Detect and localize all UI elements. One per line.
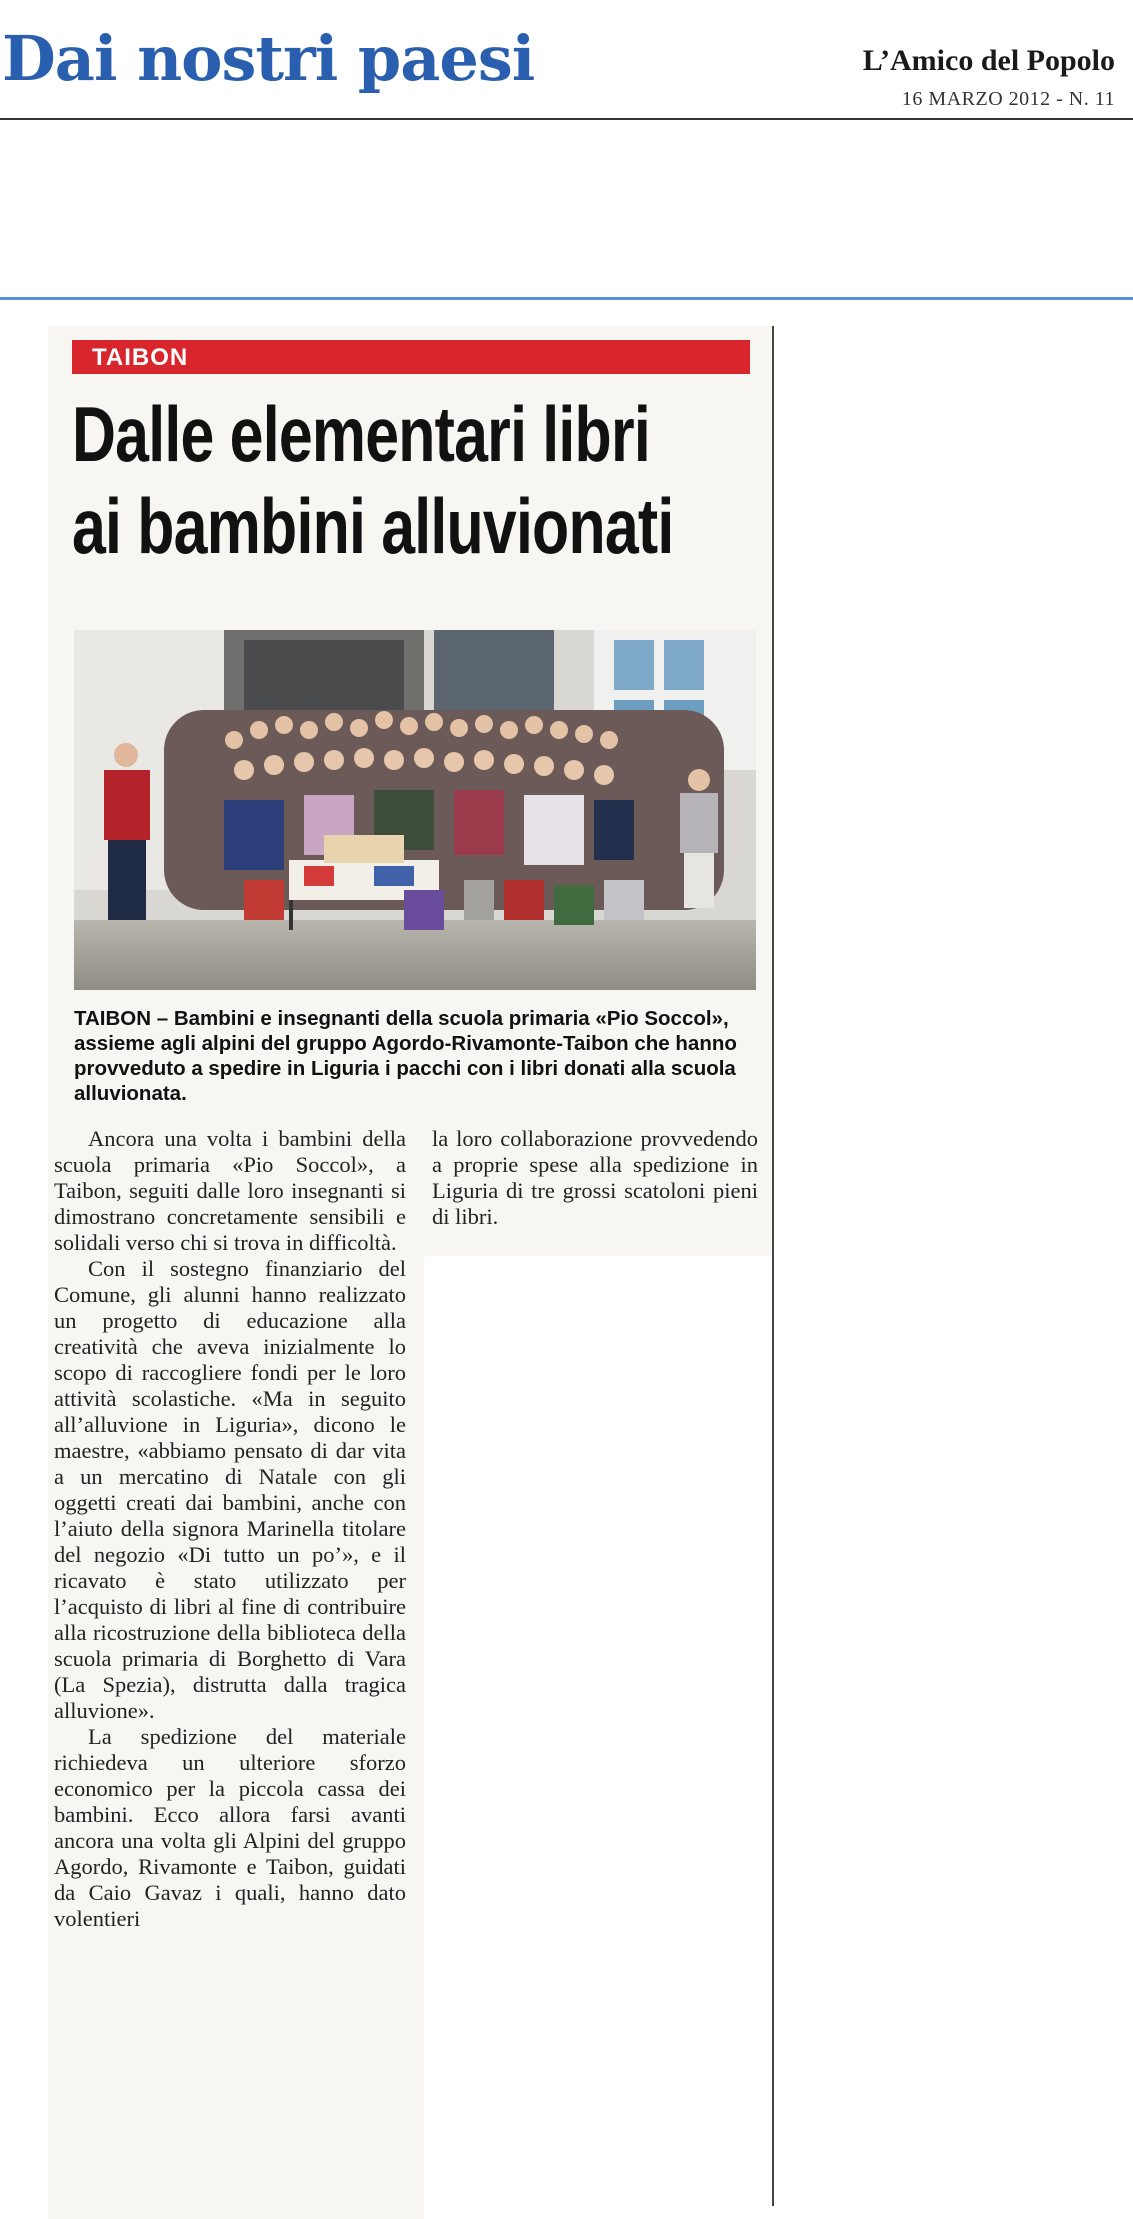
group-photo [74, 630, 756, 990]
article-clipping [48, 326, 774, 2219]
masthead-divider [0, 118, 1133, 120]
article-body-right-column [432, 1126, 758, 1230]
section-title: Dai nostri paesi [2, 22, 535, 95]
body-paragraph: Con il sostegno finanziario del Comune, gli alunni hanno realizzato un progetto di educazione alla creatività che aveva inizialmente lo scopo di raccogliere fondi per le loro attività scolastiche. «Ma in seguito all’alluvione in Liguria», dicono le maestre, «abbiamo pensato di dar vita a un mercatino di Natale con gli oggetti creati dai bambini, anche con l’aiuto della signora Marinella titolare del negozio «Di tutto un po’», e il ricavato è stato utilizzato per l’acquisto di libri al fine di contribuire alla ricostruzione della biblioteca della scuola primaria di Borghetto di Vara (La Spezia), distrutta dalla tragica alluvione». [54, 1256, 406, 1723]
body-paragraph: La spedizione del materiale richiedeva un ulteriore sforzo economico per la piccola cassa dei bambini. Ecco allora farsi avanti ancora una volta gli Alpini del gruppo Agordo, Rivamonte e Taibon, guidati da Caio Gavaz i quali, hanno dato volentieri [54, 1724, 406, 1931]
group-photo-illustration [74, 630, 756, 990]
body-paragraph: Ancora una volta i bambini della scuola primaria «Pio Soccol», a Taibon, seguiti dalle loro insegnanti si dimostrano concretamente sensibili e solidali verso chi si trova in difficoltà. [54, 1126, 406, 1255]
photo-caption: TAIBON – Bambini e insegnanti della scuola primaria «Pio Soccol», assieme agli alpini del gruppo Agordo-Rivamonte-Taibon che hanno provveduto a spedire in Liguria i pacchi con i libri donati alla scuola alluvionata. [74, 1007, 737, 1105]
column-divider [772, 326, 774, 2206]
body-paragraph: la loro collaborazione provvedendo a proprie spese alla spedizione in Liguria di tre grossi scatoloni pieni di libri. [432, 1126, 758, 1229]
article-body-left-column [54, 1126, 406, 1932]
newspaper-name: L’Amico del Popolo [862, 44, 1115, 77]
issue-date: 16 MARZO 2012 - N. 11 [901, 88, 1115, 110]
headline-line-1: Dalle elementari libri [72, 390, 650, 478]
headline-line-2: ai bambini alluvionati [72, 482, 674, 570]
blank-column-space [424, 1256, 774, 2219]
kicker-label: TAIBON [92, 344, 189, 371]
kicker-bar [72, 340, 750, 374]
article-headline [72, 388, 674, 572]
masthead [0, 0, 1133, 125]
page-divider [0, 297, 1133, 300]
